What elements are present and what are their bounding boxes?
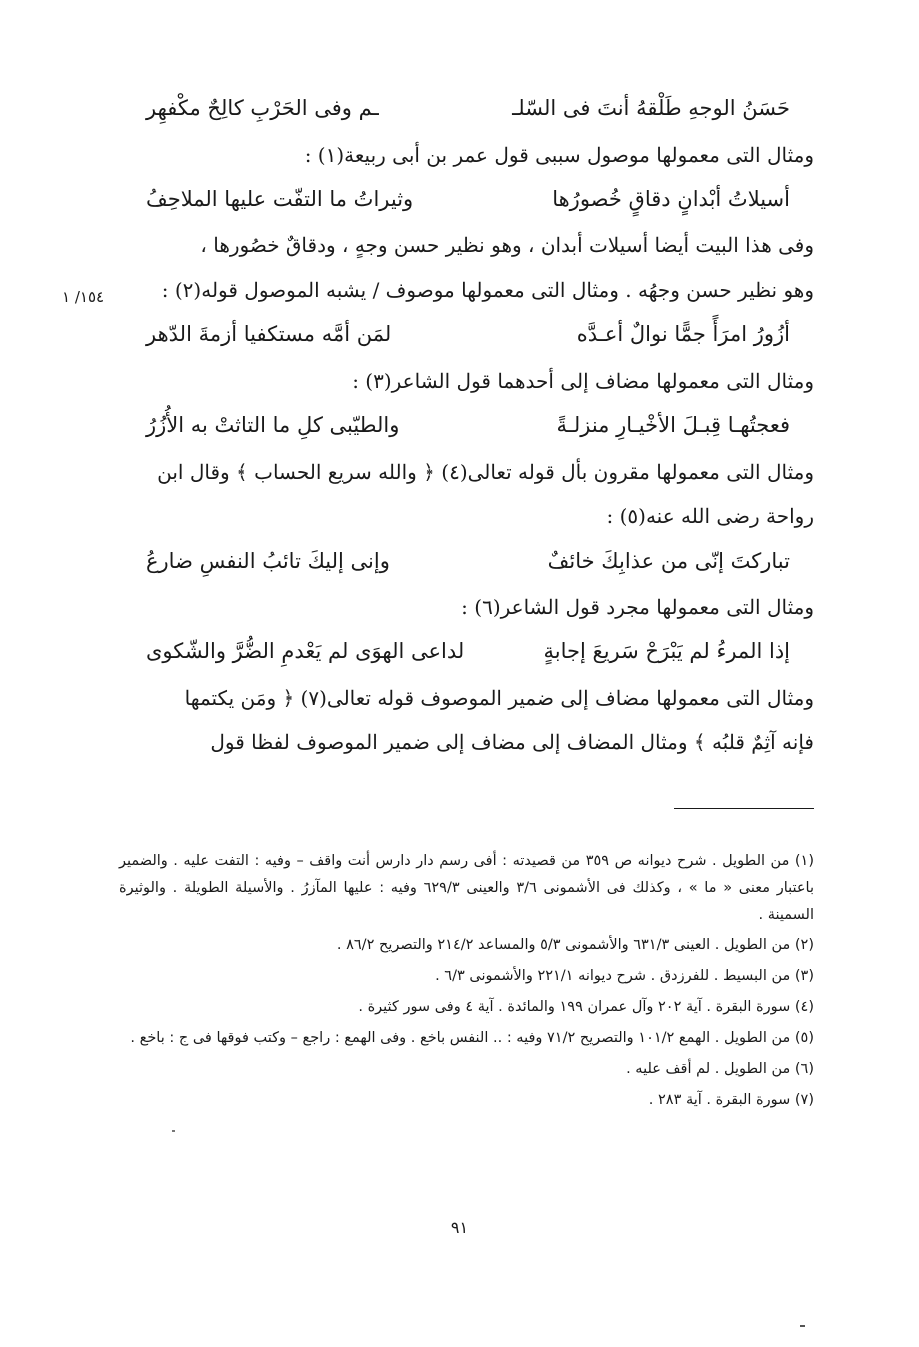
footnote: (٦) من الطويل . لم أقف عليه . [626, 1060, 814, 1077]
prose-line: فإنه آثِمٌ قلبُه ﴾ ومثال المضاف إلى مضاف إلى ضمير الموصوف لفظا قول [210, 730, 814, 755]
prose-line: ومثال التى معمولها موصول سببى قول عمر بن أبى ربيعة(١) : [304, 142, 814, 167]
footnote: (٧) سورة البقرة . آية ٢٨٣ . [648, 1091, 814, 1108]
footnote: (١) من الطويل . شرح ديوانه ص ٣٥٩ من قصيدته : أفى رسم دار دارس أنت واقف – وفيه : التفت عليه . والضمير باعتبار معنى « ما » ، وكذلك فى الأشمونى ٣/٦ والعينى ٦٢٩/٣ وفيه : عليها المآزرُ . والأسيلة الطويلة . والوثيرة السمينة . [119, 853, 815, 923]
verse-second-hemistich: لداعى الهوَى لم يَعْدمِ الضُّرَّ والشّكوى [146, 639, 465, 664]
footnotes [119, 848, 814, 1117]
prose-line: ومثال التى معمولها مجرد قول الشاعر(٦) : [461, 595, 814, 620]
verse-second-hemistich: والطيّبى كلِ ما التاثتْ به الأُزُرُ [146, 413, 400, 438]
verse-first-hemistich: تباركتَ إنّى من عذابِكَ خائفٌ [547, 548, 790, 573]
verse-line [146, 635, 802, 668]
prose-line: ومثال التى معمولها مضاف إلى ضمير الموصوف قوله تعالى(٧) ﴿ ومَن يكتمها [184, 686, 814, 711]
verse-line [146, 318, 802, 351]
verse-second-hemistich: وإنى إليكَ تائبُ النفسِ ضارعُ [146, 548, 390, 573]
verse-first-hemistich: فعجتُهـا قِبـلَ الأخْيـارِ منزلـةً [556, 413, 790, 438]
verse-line [146, 183, 802, 216]
footnote: (٢) من الطويل . العينى ٦٣١/٣ والأشمونى ٥/٣ والمساعد ٢١٤/٢ والتصريح ٨٦/٢ . [336, 937, 814, 954]
footnote: (٤) سورة البقرة . آية ٢٠٢ وآل عمران ١٩٩ والمائدة . آية ٤ وفى سور كثيرة . [358, 999, 814, 1016]
main-text [134, 92, 814, 771]
verse-second-hemistich: لمَن أمَّه مستكفيا أزمةَ الدّهر [146, 322, 392, 347]
prose-line: ومثال التى معمولها مقرون بأل قوله تعالى(٤) ﴿ والله سريع الحساب ﴾ وقال ابن [157, 459, 814, 484]
scan-speck [800, 1325, 805, 1327]
prose-line: ومثال التى معمولها مضاف إلى أحدهما قول الشاعر(٣) : [352, 368, 814, 393]
verse-first-hemistich: إذا المرءُ لم يَبْرَحْ سَريعَ إجابةٍ [543, 639, 790, 664]
verse-line [146, 545, 802, 578]
prose-line: وفى هذا البيت أيضا أسيلات أبدان ، وهو نظير حسن وجهٍ ، ودقاقٌ خصُورها ، [200, 233, 814, 258]
page-number: ٩١ [450, 1218, 469, 1237]
verse-line [146, 409, 802, 442]
verse-line [146, 92, 802, 125]
prose-line: وهو نظير حسن وجهُه . ومثال التى معمولها موصوف / يشبه الموصول قوله(٢) : [161, 277, 814, 302]
footnote: (٥) من الطويل . الهمع ١٠١/٢ والتصريح ٧١/٢ وفيه : .. النفس باخع . وفى الهمع : راجع – وكتب فوقها فى ج : باخع . [130, 1029, 814, 1046]
prose-line: رواحة رضى الله عنه(٥) : [606, 504, 814, 529]
footnote: (٣) من البسيط . للفرزدق . شرح ديوانه ٢٢١/١ والأشمونى ٦/٣ . [435, 968, 814, 985]
verse-second-hemistich: ـم وفى الحَرْبِ كالِحٌ مكْفهِر [146, 96, 379, 120]
verse-second-hemistich: وثيراتُ ما التفّت عليها الملاحِفُ [146, 186, 414, 211]
scan-speck [172, 1130, 175, 1132]
manuscript-folio-marker: ١٥٤/ ١ [62, 288, 105, 306]
footnote-divider [674, 808, 814, 809]
verse-first-hemistich: أسيلاتُ أبْدانٍ دقاقٍ خُصورُها [552, 186, 790, 211]
verse-first-hemistich: أزُورُ امرَأً جمًّا نوالٌ أعـدَّه [576, 322, 790, 347]
verse-first-hemistich: حَسَنُ الوجهِ طَلْقهُ أنتَ فى السّلـ [512, 96, 790, 120]
